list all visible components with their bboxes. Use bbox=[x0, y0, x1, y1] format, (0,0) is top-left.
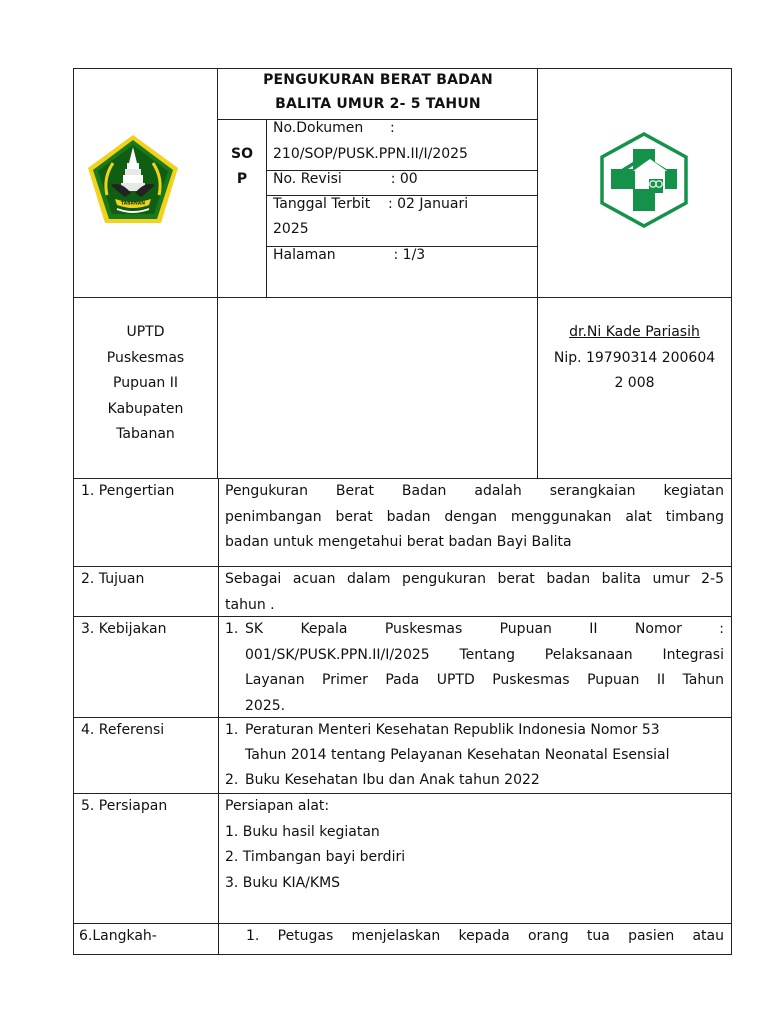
referensi-item-1-text bbox=[245, 718, 724, 768]
pengertian-line-2: penimbangan berat badan dengan menggunakan alat timbang bbox=[225, 508, 724, 525]
header-divider-right bbox=[537, 68, 538, 479]
content-persiapan bbox=[225, 794, 724, 896]
uptd-line-1: UPTD bbox=[126, 324, 165, 340]
uptd-line-3: Pupuan II bbox=[113, 375, 178, 391]
label-kebijakan: 3. Kebijakan bbox=[81, 621, 167, 637]
referensi-item-1-line-1: Peraturan Menteri Kesehatan Republik Indonesia Nomor 53 bbox=[245, 722, 660, 738]
persiapan-item-1: 1. Buku hasil kegiatan bbox=[225, 823, 380, 840]
pengertian-line-1: Pengukuran Berat Badan adalah serangkaian kegiatan bbox=[225, 483, 724, 499]
sop-divider bbox=[266, 119, 267, 298]
referensi-item-2 bbox=[225, 768, 724, 793]
row-persiapan bbox=[73, 794, 732, 924]
referensi-item-2-text: Buku Kesehatan Ibu dan Anak tahun 2022 bbox=[245, 772, 540, 788]
sop-label-line-1: SO bbox=[231, 146, 253, 162]
kebijakan-line-4: 2025. bbox=[245, 697, 286, 714]
kebijakan-line-3: Layanan Primer Pada UPTD Puskesmas Pupuan II Tahun bbox=[245, 672, 724, 688]
tujuan-line-1: Sebagai acuan dalam pengukuran berat badan balita umur 2-5 bbox=[225, 571, 724, 587]
sop-label bbox=[218, 142, 266, 192]
row-langkah bbox=[73, 924, 732, 955]
row-divider bbox=[218, 617, 219, 717]
label-pengertian: 1. Pengertian bbox=[81, 483, 175, 499]
tujuan-line-2: tahun . bbox=[225, 596, 275, 613]
tabanan-emblem-logo bbox=[85, 133, 181, 227]
pengertian-line-3: badan untuk mengetahui berat badan Bayi Balita bbox=[225, 534, 572, 550]
content-referensi bbox=[225, 718, 724, 793]
persiapan-heading: Persiapan alat: bbox=[225, 798, 330, 814]
row-tujuan bbox=[73, 567, 732, 617]
row-divider bbox=[218, 567, 219, 616]
uptd-line-5: Tabanan bbox=[116, 426, 175, 442]
content-kebijakan bbox=[225, 617, 724, 719]
signatory-nip-line-2: 2 008 bbox=[614, 375, 655, 391]
sop-label-line-2: P bbox=[236, 171, 248, 187]
kebijakan-item-1 bbox=[225, 617, 724, 719]
title-line-1: PENGUKURAN BERAT BADAN bbox=[263, 72, 493, 88]
referensi-item-1 bbox=[225, 718, 724, 768]
row-divider bbox=[218, 718, 219, 793]
referensi-item-1-line-2: Tahun 2014 tentang Pelayanan Kesehatan Neonatal Esensial bbox=[245, 747, 670, 763]
tanggal-terbit-line-1: Tanggal Terbit : 02 Januari bbox=[273, 196, 469, 212]
kebijakan-line-2: 001/SK/PUSK.PPN.II/I/2025 Tentang Pelaksanaan Integrasi bbox=[245, 646, 724, 663]
uptd-line-4: Kabupaten bbox=[107, 400, 184, 417]
label-referensi: 4. Referensi bbox=[81, 722, 165, 738]
content-tujuan bbox=[225, 567, 724, 618]
row-divider bbox=[218, 794, 219, 923]
signature-block bbox=[538, 320, 731, 397]
content-pengertian bbox=[225, 479, 724, 556]
puskesmas-logo bbox=[597, 131, 691, 229]
kebijakan-item-text bbox=[245, 617, 724, 719]
title-line-2: BALITA UMUR 2- 5 TAHUN bbox=[275, 96, 481, 112]
halaman: Halaman : 1/3 bbox=[273, 247, 426, 263]
no-dokumen-label: No.Dokumen : bbox=[273, 120, 395, 136]
svg-text:TABANAN: TABANAN bbox=[120, 201, 146, 207]
langkah-line-1: 1. Petugas menjelaskan kepada orang tua pasien atau bbox=[246, 928, 724, 944]
row-divider bbox=[218, 479, 219, 566]
header-row-divider bbox=[73, 297, 732, 298]
kebijakan-line-1: SK Kepala Puskesmas Pupuan II Nomor : bbox=[245, 621, 724, 637]
persiapan-item-3: 3. Buku KIA/KMS bbox=[225, 874, 341, 891]
referensi-item-1-number: 1. bbox=[225, 722, 239, 738]
signatory-nip-line-1: Nip. 19790314 200604 bbox=[553, 349, 716, 366]
content-langkah bbox=[246, 924, 724, 950]
no-revisi: No. Revisi : 00 bbox=[273, 171, 418, 187]
uptd-identity bbox=[74, 320, 217, 448]
tanggal-terbit-line-2: 2025 bbox=[273, 221, 309, 237]
persiapan-item-2: 2. Timbangan bayi berdiri bbox=[225, 849, 406, 865]
referensi-item-2-number: 2. bbox=[225, 772, 239, 788]
header-divider-left bbox=[217, 68, 218, 479]
signatory-name: dr.Ni Kade Pariasih bbox=[569, 324, 700, 340]
row-referensi bbox=[73, 718, 732, 794]
no-dokumen-value: 210/SOP/PUSK.PPN.II/I/2025 bbox=[273, 146, 468, 162]
row-kebijakan bbox=[73, 617, 732, 718]
label-tujuan: 2. Tujuan bbox=[81, 571, 145, 587]
row-pengertian bbox=[73, 478, 732, 567]
label-langkah: 6.Langkah- bbox=[79, 928, 157, 944]
row-divider bbox=[218, 924, 219, 954]
kebijakan-item-number: 1. bbox=[225, 621, 239, 637]
document-title bbox=[218, 68, 538, 120]
label-persiapan: 5. Persiapan bbox=[81, 798, 168, 814]
uptd-line-2: Puskesmas bbox=[106, 349, 185, 366]
